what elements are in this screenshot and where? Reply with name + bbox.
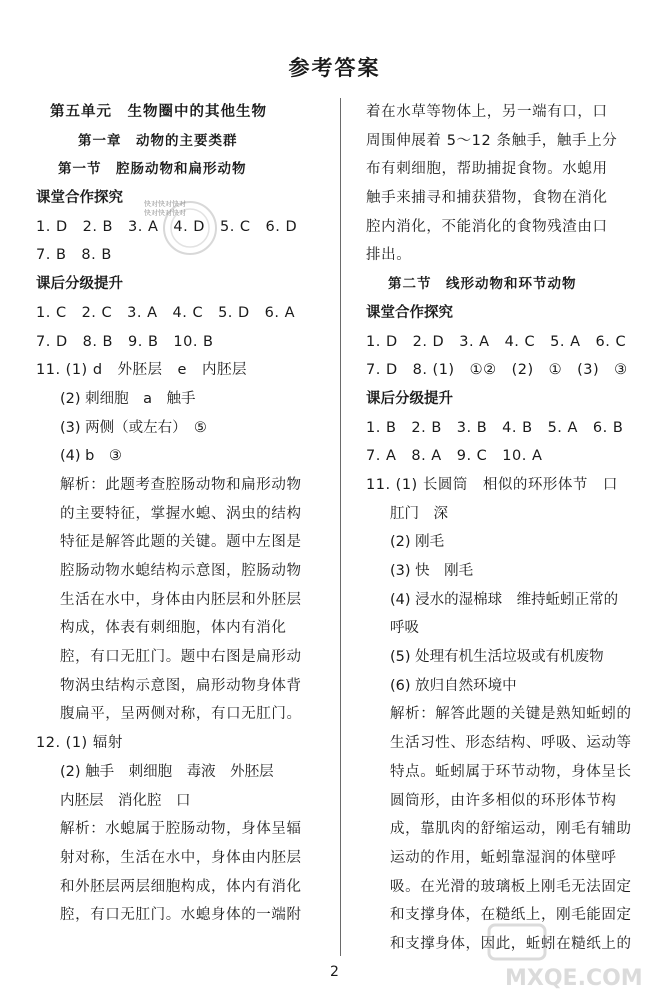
- left-line: 腔肠动物水螅结构示意图，腔肠动物: [60, 563, 302, 579]
- left-line: 1. C 2. C 3. A 4. C 5. D 6. A: [36, 304, 296, 321]
- left-line: (4) b ③: [60, 448, 122, 465]
- right-line: 课堂合作探究: [366, 304, 453, 321]
- right-line: 1. D 2. D 3. A 4. C 5. A 6. C: [366, 333, 627, 350]
- left-line: 特征是解答此题的关键。题中左图是: [60, 534, 302, 551]
- left-line: 内胚层 消化腔 口: [60, 792, 191, 809]
- right-line: 呼吸: [390, 620, 419, 637]
- right-line: 肛门 深: [390, 505, 448, 522]
- watermark-text: MXQE.COM: [505, 966, 643, 991]
- left-line: 生活在水中，身体由内胚层和外胚层: [60, 591, 302, 608]
- left-line: 课堂合作探究: [36, 190, 123, 207]
- left-line: 解析：水螅属于腔肠动物，身体呈辐: [60, 821, 302, 838]
- right-line: 1. B 2. B 3. B 4. B 5. A 6. B: [366, 419, 624, 436]
- right-line: 运动的作用，蚯蚓靠湿润的体壁呼: [390, 849, 617, 866]
- right-line: (6) 放归自然环境中: [390, 677, 517, 694]
- right-line: 吸。在光滑的玻璃板上刚毛无法固定: [390, 878, 632, 895]
- right-line: 特点。蚯蚓属于环节动物，身体呈长: [390, 763, 632, 780]
- right-line: 解析：解答此题的关键是熟知蚯蚓的: [390, 706, 632, 723]
- left-line: 7. B 8. B: [36, 247, 112, 264]
- left-column: [36, 98, 319, 930]
- right-line: 和支撑身体，因此，蚯蚓在糙纸上的: [390, 935, 632, 952]
- left-line: 第一节 腔肠动物和扁形动物: [58, 161, 247, 178]
- left-line: 射对称，生活在水中，身体由内胚层: [60, 849, 302, 866]
- column-divider: [340, 98, 341, 956]
- right-line: 和支撑身体，在糙纸上，刚毛能固定: [390, 907, 632, 924]
- page-title: 参考答案: [288, 56, 381, 80]
- right-line: 成，靠肌肉的舒缩运动，刚毛有辅助: [390, 821, 632, 838]
- right-line: (2) 刚毛: [390, 534, 445, 551]
- left-line: (3) 两侧（或左右） ⑤: [60, 419, 207, 436]
- left-line: 12. (1) 辐射: [36, 735, 123, 752]
- left-line: 物涡虫结构示意图，扁形动物身体背: [60, 677, 302, 694]
- right-line: 腔内消化，不能消化的食物残渣由口: [366, 218, 608, 235]
- right-line: 生活习性、形态结构、呼吸、运动等: [390, 735, 632, 752]
- right-line: 课后分级提升: [366, 390, 453, 407]
- left-line: 腔，有口无肛门。水螅身体的一端附: [60, 907, 302, 924]
- right-line: 排出。: [366, 247, 412, 264]
- right-line: 7. D 8. (1) ①② (2) ① (3) ③: [366, 362, 628, 379]
- left-line: 第五单元 生物圈中的其他生物: [50, 104, 267, 120]
- left-line: (2) 触手 刺细胞 毒液 外胚层: [60, 763, 274, 780]
- left-line: 1. D 2. B 3. A 4. D 5. C 6. D: [36, 218, 298, 235]
- left-line: 和外胚层两层细胞构成，体内有消化: [60, 878, 302, 895]
- left-line: 解析：此题考查腔肠动物和扁形动物: [60, 476, 302, 493]
- stamp-text: 快对快对快对 快对快对快对: [144, 200, 186, 217]
- left-line: 腹扁平，呈两侧对称，有口无肛门。: [60, 706, 302, 723]
- left-line: 7. D 8. B 9. B 10. B: [36, 333, 214, 350]
- right-line: 7. A 8. A 9. C 10. A: [366, 448, 543, 465]
- right-line: 着在水草等物体上，另一端有口，口: [366, 104, 608, 120]
- right-line: 第二节 线形动物和环节动物: [388, 276, 577, 293]
- left-line: 11. (1) d 外胚层 e 内胚层: [36, 362, 247, 379]
- left-line: 构成，体表有刺细胞，体内有消化: [60, 620, 287, 637]
- right-line: 布有刺细胞，帮助捕捉食物。水螅用: [366, 161, 608, 178]
- page-number: 2: [330, 964, 339, 980]
- right-line: 触手来捕寻和捕获猎物，食物在消化: [366, 190, 608, 207]
- right-line: (4) 浸水的湿棉球 维持蚯蚓正常的: [390, 591, 619, 608]
- left-line: (2) 刺细胞 a 触手: [60, 390, 196, 407]
- watermark-logo-icon: [485, 921, 655, 991]
- right-line: 周围伸展着 5～12 条触手，触手上分: [366, 132, 618, 149]
- left-line: 腔，有口无肛门。题中右图是扁形动: [60, 649, 302, 666]
- right-line: (5) 处理有机生活垃圾或有机废物: [390, 649, 604, 666]
- right-line: 圆筒形，由许多相似的环形体节构: [390, 792, 617, 809]
- left-line: 课后分级提升: [36, 276, 123, 293]
- right-line: 11. (1) 长圆筒 相似的环形体节 口: [366, 476, 618, 493]
- left-line: 第一章 动物的主要类群: [78, 132, 238, 149]
- right-column: [366, 98, 642, 959]
- left-line: 的主要特征，掌握水螅、涡虫的结构: [60, 505, 302, 522]
- right-line: (3) 快 刚毛: [390, 563, 474, 579]
